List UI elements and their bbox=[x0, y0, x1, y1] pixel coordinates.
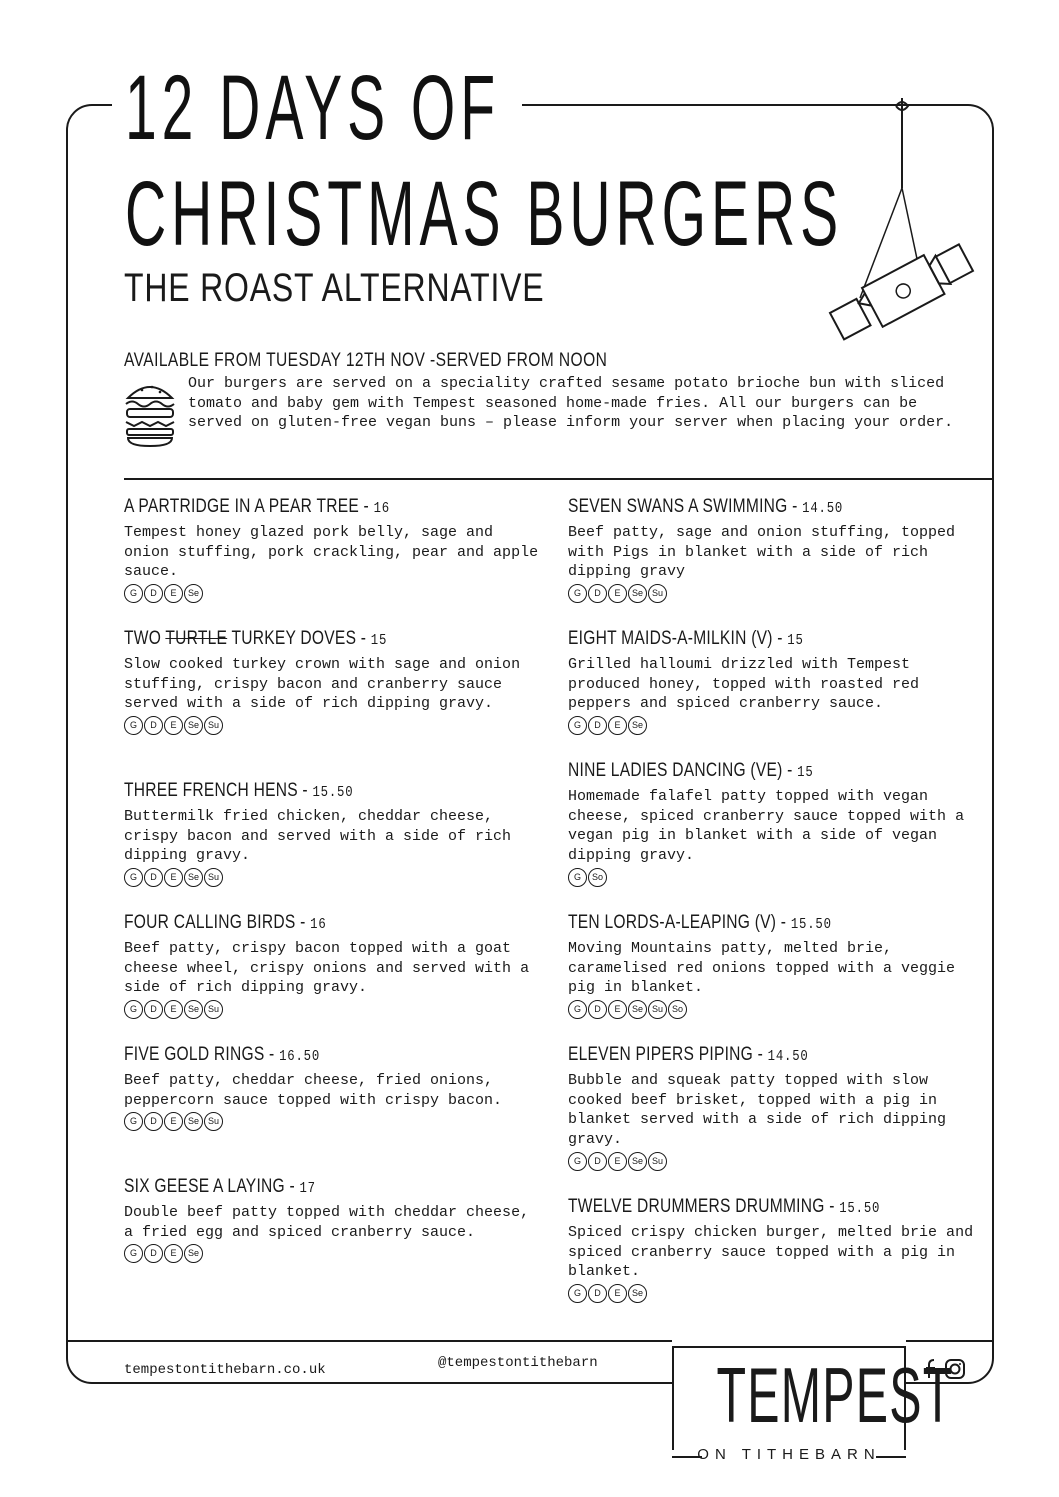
item-description: Grilled halloumi drizzled with Tempest produced honey, topped with roasted red peppers and spiced cranberry sauce. bbox=[568, 656, 920, 713]
item-description: Double beef patty topped with cheddar cheese, a fried egg and spiced cranberry sauce. bbox=[124, 1204, 530, 1241]
allergen-list bbox=[124, 1112, 544, 1131]
allergen-list bbox=[124, 1000, 544, 1019]
facebook-icon[interactable] bbox=[924, 1358, 938, 1380]
logo-wordmark: TEMPEST bbox=[716, 1351, 954, 1439]
allergen-badge: Se bbox=[184, 584, 203, 603]
allergen-badge: Su bbox=[204, 1000, 223, 1019]
allergen-badge: D bbox=[588, 1152, 607, 1171]
allergen-list bbox=[124, 868, 544, 887]
page-title bbox=[125, 58, 843, 264]
item-name: THREE FRENCH HENS bbox=[124, 780, 298, 801]
allergen-badge: So bbox=[668, 1000, 687, 1019]
menu-item bbox=[568, 1044, 988, 1171]
allergen-badge: E bbox=[164, 1244, 183, 1263]
allergen-badge: Se bbox=[184, 1244, 203, 1263]
item-name-struck: TURTLE bbox=[165, 628, 228, 649]
availability-heading: AVAILABLE FROM TUESDAY 12TH NOV -SERVED FROM NOON bbox=[124, 350, 608, 371]
item-heading: FIVE GOLD RINGS - 16.50 bbox=[124, 1044, 321, 1065]
menu-item bbox=[568, 628, 988, 735]
item-price: 14.50 bbox=[802, 500, 844, 517]
item-heading: FOUR CALLING BIRDS - 16 bbox=[124, 912, 327, 933]
allergen-badge: D bbox=[588, 1284, 607, 1303]
item-description: Moving Mountains patty, melted brie, caramelised red onions topped with a veggie pig in blanket. bbox=[568, 940, 956, 997]
menu-item bbox=[124, 496, 544, 603]
item-description: Spiced crispy chicken burger, melted brie and spiced cranberry sauce topped with a pig in blanket. bbox=[568, 1224, 974, 1281]
allergen-list bbox=[568, 1152, 988, 1171]
item-heading: SIX GEESE A LAYING - 17 bbox=[124, 1176, 316, 1197]
item-name: ELEVEN PIPERS PIPING bbox=[568, 1044, 754, 1065]
allergen-list bbox=[124, 584, 544, 603]
allergen-badge: Se bbox=[184, 716, 203, 735]
social-handle-link[interactable]: @tempestontithebarn bbox=[438, 1355, 598, 1371]
menu-item bbox=[124, 1044, 544, 1131]
allergen-badge: D bbox=[144, 868, 163, 887]
allergen-badge: E bbox=[608, 1000, 627, 1019]
allergen-badge: G bbox=[568, 1000, 587, 1019]
allergen-badge: Su bbox=[204, 1112, 223, 1131]
item-name: SIX GEESE A LAYING bbox=[124, 1176, 285, 1197]
intro-description: Our burgers are served on a speciality crafted sesame potato brioche bun with sliced tomato and baby gem with Tempest seasoned home-made fries. All our burgers can be served on gluten-free vegan buns – please inform your server when placing your order. bbox=[188, 375, 954, 432]
allergen-badge: Su bbox=[648, 1152, 667, 1171]
item-name: TEN LORDS-A-LEAPING (V) bbox=[568, 912, 777, 933]
item-description: Beef patty, sage and onion stuffing, topped with Pigs in blanket with a side of rich dipping gravy bbox=[568, 524, 956, 581]
item-heading: TWELVE DRUMMERS DRUMMING - 15.50 bbox=[568, 1196, 881, 1217]
menu-item bbox=[568, 912, 988, 1019]
allergen-badge: E bbox=[164, 1000, 183, 1019]
item-name: A PARTRIDGE IN A PEAR TREE bbox=[124, 496, 359, 517]
item-price: 15 bbox=[370, 632, 388, 649]
allergen-badge: E bbox=[608, 1152, 627, 1171]
allergen-list bbox=[124, 1244, 544, 1263]
allergen-badge: Se bbox=[628, 1000, 647, 1019]
item-description: Buttermilk fried chicken, cheddar cheese, crispy bacon and served with a side of rich dipping gravy. bbox=[124, 808, 512, 865]
website-link[interactable]: tempestontithebarn.co.uk bbox=[124, 1362, 326, 1378]
item-heading: NINE LADIES DANCING (VE) - 15 bbox=[568, 760, 814, 781]
allergen-badge: G bbox=[124, 716, 143, 735]
item-name: FIVE GOLD RINGS bbox=[124, 1044, 265, 1065]
allergen-badge: Se bbox=[184, 1112, 203, 1131]
menu-item bbox=[568, 1196, 988, 1303]
allergen-badge: E bbox=[164, 1112, 183, 1131]
tempest-logo bbox=[672, 1346, 954, 1478]
allergen-badge: G bbox=[124, 1000, 143, 1019]
item-price: 16 bbox=[373, 500, 390, 517]
item-name: EIGHT MAIDS-A-MILKIN (V) bbox=[568, 628, 773, 649]
allergen-badge: D bbox=[588, 1000, 607, 1019]
title-line-2: CHRISTMAS BURGERS bbox=[125, 163, 844, 265]
allergen-badge: G bbox=[124, 868, 143, 887]
allergen-badge: D bbox=[588, 584, 607, 603]
allergen-badge: D bbox=[588, 716, 607, 735]
item-price: 17 bbox=[299, 1180, 316, 1197]
item-name: TWELVE DRUMMERS DRUMMING bbox=[568, 1196, 825, 1217]
item-heading: TWO TURTLE TURKEY DOVES - 15 bbox=[124, 628, 388, 649]
instagram-icon[interactable] bbox=[944, 1358, 966, 1380]
item-price: 16.50 bbox=[279, 1048, 321, 1065]
item-name-suffix: TURKEY DOVES bbox=[227, 628, 357, 649]
allergen-badge: E bbox=[608, 1284, 627, 1303]
allergen-badge: G bbox=[568, 868, 587, 887]
item-price: 15 bbox=[787, 632, 804, 649]
allergen-list bbox=[568, 584, 988, 603]
allergen-badge: G bbox=[124, 584, 143, 603]
allergen-badge: E bbox=[608, 584, 627, 603]
item-description: Bubble and squeak patty topped with slow cooked beef brisket, topped with a pig in blanket served with a side of rich dipping gravy. bbox=[568, 1072, 947, 1149]
item-heading: THREE FRENCH HENS - 15.50 bbox=[124, 780, 354, 801]
item-heading: EIGHT MAIDS-A-MILKIN (V) - 15 bbox=[568, 628, 804, 649]
allergen-badge: D bbox=[144, 1000, 163, 1019]
allergen-badge: E bbox=[164, 584, 183, 603]
item-price: 14.50 bbox=[767, 1048, 809, 1065]
logo-subtitle: ON TITHEBARN bbox=[697, 1446, 881, 1463]
item-heading: ELEVEN PIPERS PIPING - 14.50 bbox=[568, 1044, 809, 1065]
allergen-badge: G bbox=[568, 584, 587, 603]
item-name-prefix: TWO bbox=[124, 628, 166, 649]
item-price: 15.50 bbox=[790, 916, 832, 933]
menu-item bbox=[124, 1176, 544, 1263]
item-price: 15.50 bbox=[839, 1200, 881, 1217]
item-heading: A PARTRIDGE IN A PEAR TREE - 16 bbox=[124, 496, 390, 517]
item-price: 15.50 bbox=[312, 784, 354, 801]
item-price: 16 bbox=[310, 916, 327, 933]
item-name: SEVEN SWANS A SWIMMING bbox=[568, 496, 788, 517]
menu-item bbox=[568, 496, 988, 603]
allergen-badge: D bbox=[144, 716, 163, 735]
allergen-badge: Se bbox=[628, 1284, 647, 1303]
section-divider bbox=[124, 478, 994, 480]
allergen-badge: Se bbox=[628, 584, 647, 603]
allergen-badge: G bbox=[124, 1244, 143, 1263]
title-line-1: 12 DAYS OF bbox=[125, 57, 501, 159]
item-price: 15 bbox=[797, 764, 814, 781]
allergen-badge: Su bbox=[204, 868, 223, 887]
menu-item bbox=[124, 912, 544, 1019]
allergen-badge: Su bbox=[648, 584, 667, 603]
footer-divider bbox=[66, 1340, 672, 1342]
allergen-badge: G bbox=[568, 1152, 587, 1171]
allergen-list bbox=[568, 716, 988, 735]
allergen-badge: E bbox=[608, 716, 627, 735]
allergen-list bbox=[568, 1000, 988, 1019]
allergen-badge: D bbox=[144, 1244, 163, 1263]
allergen-badge: E bbox=[164, 716, 183, 735]
allergen-list bbox=[124, 716, 544, 735]
menu-item bbox=[124, 628, 544, 735]
item-description: Homemade falafel patty topped with vegan cheese, spiced cranberry sauce topped with a vegan pig in blanket with a side of vegan dipping gravy. bbox=[568, 788, 965, 865]
allergen-badge: Se bbox=[184, 868, 203, 887]
menu-item bbox=[124, 780, 544, 887]
allergen-badge: Se bbox=[628, 716, 647, 735]
allergen-list bbox=[568, 1284, 988, 1303]
allergen-badge: D bbox=[144, 1112, 163, 1131]
allergen-badge: G bbox=[124, 1112, 143, 1131]
burger-icon bbox=[122, 378, 178, 448]
item-description: Beef patty, crispy bacon topped with a goat cheese wheel, crispy onions and served with a side of rich dipping gravy. bbox=[124, 940, 530, 997]
allergen-badge: Su bbox=[204, 716, 223, 735]
allergen-badge: G bbox=[568, 1284, 587, 1303]
footer-divider-right bbox=[906, 1340, 994, 1342]
item-description: Slow cooked turkey crown with sage and onion stuffing, crispy bacon and cranberry sauce served with a side of rich dipping gravy. bbox=[124, 656, 521, 713]
allergen-badge: Su bbox=[648, 1000, 667, 1019]
allergen-badge: E bbox=[164, 868, 183, 887]
allergen-badge: G bbox=[568, 716, 587, 735]
social-icons bbox=[924, 1358, 966, 1380]
item-name: NINE LADIES DANCING (VE) bbox=[568, 760, 783, 781]
item-description: Tempest honey glazed pork belly, sage and onion stuffing, pork crackling, pear and apple sauce. bbox=[124, 524, 539, 581]
allergen-badge: D bbox=[144, 584, 163, 603]
item-heading: SEVEN SWANS A SWIMMING - 14.50 bbox=[568, 496, 844, 517]
subtitle: THE ROAST ALTERNATIVE bbox=[124, 266, 545, 310]
item-name: FOUR CALLING BIRDS bbox=[124, 912, 296, 933]
allergen-badge: Se bbox=[184, 1000, 203, 1019]
allergen-list bbox=[568, 868, 988, 887]
item-heading: TEN LORDS-A-LEAPING (V) - 15.50 bbox=[568, 912, 832, 933]
christmas-cracker-icon bbox=[820, 98, 980, 368]
allergen-badge: So bbox=[588, 868, 607, 887]
menu-item bbox=[568, 760, 988, 887]
item-description: Beef patty, cheddar cheese, fried onions, peppercorn sauce topped with crispy bacon. bbox=[124, 1072, 503, 1109]
allergen-badge: Se bbox=[628, 1152, 647, 1171]
